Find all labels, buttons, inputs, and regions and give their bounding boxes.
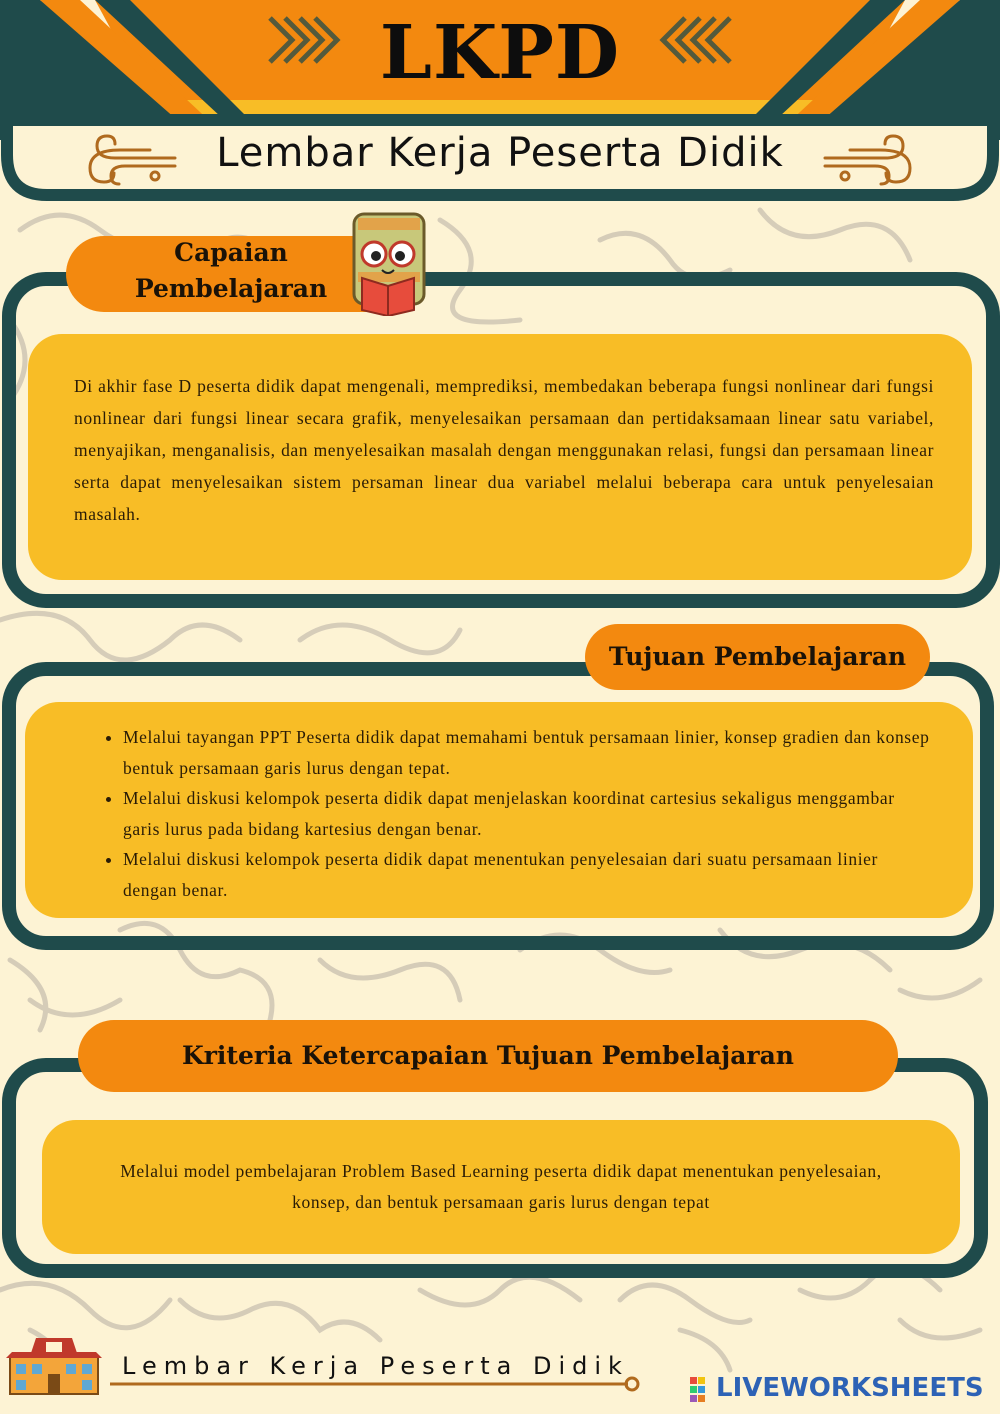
list-item: • Melalui diskusi kelompok peserta didik dapat menentukan penyelesaian dari suatu persamaan linier dengan benar. (123, 844, 933, 905)
capaian-label-line2: Pembelajaran (134, 274, 328, 303)
footer-text: Lembar Kerja Peserta Didik (122, 1352, 629, 1380)
liveworksheets-watermark[interactable]: LIVEWORKSHEETS (716, 1373, 984, 1403)
tujuan-list (25, 702, 973, 905)
capaian-label-line1: Capaian (174, 238, 288, 267)
list-item: • Melalui diskusi kelompok peserta didik dapat menjelaskan koordinat cartesius sekaligus menggambar garis lurus pada bidang kartesius dengan benar. (123, 783, 933, 844)
kriteria-label: Kriteria Ketercapaian Tujuan Pembelajaran (78, 1020, 898, 1092)
list-item: • Melalui tayangan PPT Peserta didik dapat memahami bentuk persamaan linier, konsep gradien dan konsep bentuk persamaan garis lurus dengan tepat. (123, 722, 933, 783)
book-mascot-icon (344, 210, 449, 316)
kriteria-text: Melalui model pembelajaran Problem Based Learning peserta didik dapat menentukan penyelesaian, konsep, dan bentuk persamaan garis lurus dengan tepat (42, 1120, 960, 1254)
tujuan-label: Tujuan Pembelajaran (585, 624, 930, 690)
tujuan-box (25, 702, 973, 918)
capaian-text: Di akhir fase D peserta didik dapat mengenali, memprediksi, membedakan beberapa fungsi nonlinear dari fungsi nonlinear dari fungsi linear secara grafik, menyelesaikan persamaan dan pertidaksamaan linear satu variabel, menyajikan, menganalisis, dan menyelesaikan masalah dengan menggunakan relasi, fungsi dan persamaan linear serta dapat menyelesaikan sistem persaman linear dua variabel melalui beberapa cara untuk penyelesaian masalah. (28, 334, 972, 580)
page-title: LKPD (379, 10, 621, 96)
school-building-icon (6, 1334, 102, 1396)
liveworksheets-logo-icon (690, 1377, 714, 1403)
page-subtitle: Lembar Kerja Peserta Didik (216, 130, 784, 176)
